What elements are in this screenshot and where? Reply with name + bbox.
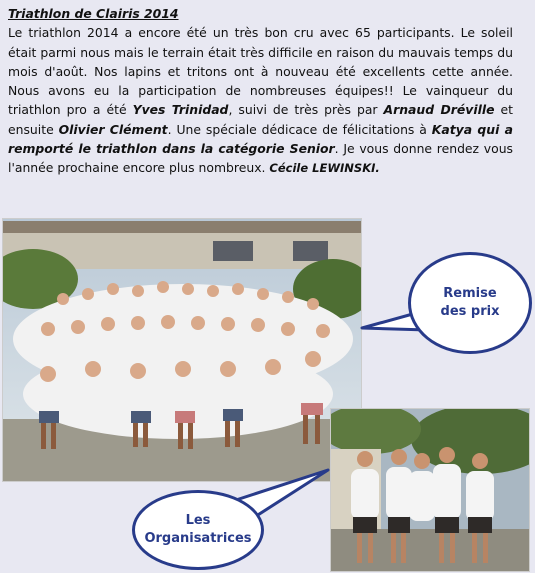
article-body-4: . Une spéciale dédicace de félicitations à — [167, 121, 432, 137]
second-name: Arnaud Dréville — [383, 102, 495, 118]
callout-prix-line1: Remise — [443, 286, 497, 301]
callout-remise-des-prix — [408, 252, 532, 354]
winner-name: Yves Trinidad — [132, 102, 229, 118]
article-body-3: et ensuite — [8, 102, 514, 137]
katya-dedication: Katya qui a remporté le triathlon dans la catégorie Senior — [8, 121, 513, 157]
article-body-5: . Je vous donne rendez vous l'année prochaine encore plus nombreux. — [8, 141, 513, 176]
callout-org-line2: Organisatrices — [144, 531, 252, 546]
third-name: Olivier Clément — [58, 121, 168, 137]
article-title: Triathlon de Clairis 2014 — [8, 6, 179, 21]
article-body-1: Le triathlon 2014 a encore été un très bon cru avec 65 participants. Le soleil était parmi nous mais le terrain était très difficile en raison du mauvais temps du mois d'août. Nos lapins et tritons ont à nouveau été excellents cette année. Nous avons eu la participation de nombreuses équipes!! Le vainqueur du triathlon pro a été — [8, 25, 513, 118]
signature: Cécile LEWINSKI. — [269, 161, 380, 176]
callout-prix-line2: des prix — [440, 304, 500, 319]
callout-organisatrices — [132, 490, 264, 570]
callout-org-line1: Les — [185, 513, 211, 528]
article-body-2: , suivi de très près par — [228, 102, 384, 118]
